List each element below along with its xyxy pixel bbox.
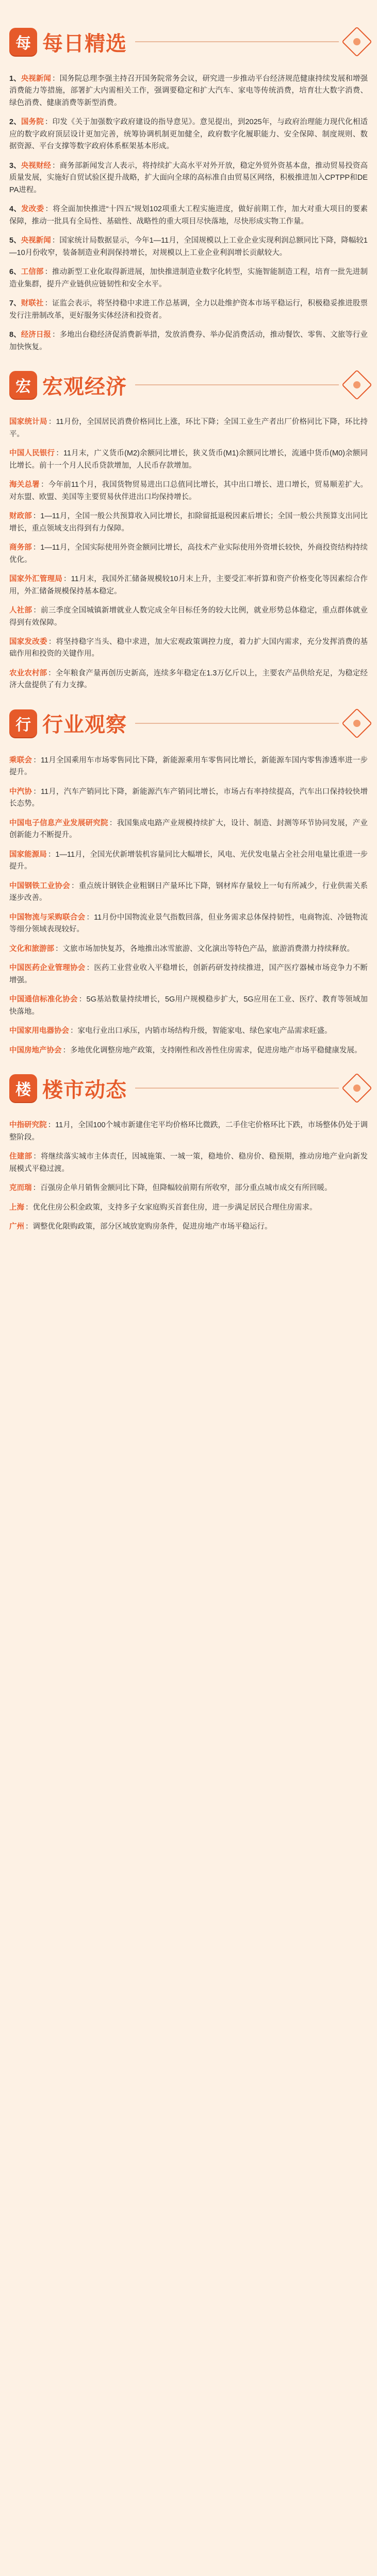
industry-item xyxy=(9,849,368,873)
item-source: 中国物流与采购联合会 xyxy=(9,913,86,922)
industry-item xyxy=(9,1045,368,1057)
divider-line xyxy=(135,723,339,724)
industry-item xyxy=(9,912,368,936)
section-header-macro xyxy=(9,361,368,409)
item-source: 央视新闻 xyxy=(21,75,52,83)
item-text: ：证监会表示，将坚持稳中求进工作总基调，全力以赴维护资本市场平稳运行，积极稳妥推进股票发行注册制改革，更好服务实体经济和投资者。 xyxy=(9,299,368,320)
item-text: ：国家统计局数据显示，今年1—11月，全国规模以上工业企业实现利润总额同比下降，降幅较1—10月份收窄，装备制造业利润保持增长，对规模以上工业企业利润增长贡献较大。 xyxy=(9,236,368,257)
item-source: 发改委 xyxy=(21,205,44,214)
bottom-spacer xyxy=(9,1241,368,1302)
section-title-market: 楼市动态 xyxy=(42,1078,127,1102)
item-source: 人社部 xyxy=(9,606,32,615)
market-item xyxy=(9,1151,368,1175)
item-text: ：多地优化调整房地产政策，支持刚性和改善性住房需求，促进房地产市场平稳健康发展。 xyxy=(62,1046,362,1055)
market-list xyxy=(9,1120,368,1233)
item-text: ：1—11月，全国实际使用外资金额同比增长，高技术产业实际使用外资增长较快，外商投资结构持续优化。 xyxy=(9,544,368,564)
brief-item xyxy=(9,73,368,109)
item-text: ：家电行业出口承压，内销市场结构升级，智能家电、绿色家电产品需求旺盛。 xyxy=(70,1027,332,1036)
item-text: ：5G基站数量持续增长，5G用户规模稳步扩大，5G应用在工业、医疗、教育等领域加快落地。 xyxy=(9,995,368,1016)
item-source: 中国电子信息产业发展研究院 xyxy=(9,819,108,827)
item-source: 国务院 xyxy=(21,118,44,127)
section-header-market xyxy=(9,1064,368,1112)
item-number: 8、 xyxy=(9,331,21,340)
item-source: 经济日报 xyxy=(21,331,52,340)
item-source: 中国房地产协会 xyxy=(9,1046,62,1055)
macro-item xyxy=(9,511,368,535)
item-text: ：11月份中国物流业景气指数回落，但业务需求总体保持韧性，电商物流、冷链物流等细分领域表现较好。 xyxy=(9,913,368,934)
diamond-ornament-icon xyxy=(341,26,372,57)
section-badge-macro: 宏 xyxy=(9,371,37,399)
item-text: ：优化住房公积金政策，支持多子女家庭购买首套住房，进一步满足居民合理住房需求。 xyxy=(25,1203,317,1212)
item-source: 农业农村部 xyxy=(9,669,47,677)
item-source: 国家发改委 xyxy=(9,637,47,646)
industry-item xyxy=(9,994,368,1018)
item-source: 中指研究院 xyxy=(9,1121,47,1130)
item-text: ：印发《关于加强数字政府建设的指导意见》。意见提出，到2025年，与政府治理能力现代化相适应的数字政府顶层设计更加完善，统筹协调机制更加健全，政府数字化履职能力、安全保障、制度规则、数据资源、平台支撑等数字政府体系框架基本形成。 xyxy=(9,118,368,151)
item-source: 海关总署 xyxy=(9,481,40,489)
industry-item xyxy=(9,755,368,779)
item-text: ：重点统计钢铁企业粗钢日产量环比下降，钢材库存量较上一旬有所减少，行业供需关系逐步改善。 xyxy=(9,882,368,903)
item-source: 中国通信标准化协会 xyxy=(9,995,78,1004)
item-number: 5、 xyxy=(9,236,21,245)
section-badge-market: 楼 xyxy=(9,1074,37,1102)
section-badge-industry: 行 xyxy=(9,709,37,737)
section-header-industry xyxy=(9,699,368,748)
item-source: 上海 xyxy=(9,1203,24,1212)
diamond-ornament-icon xyxy=(341,1073,372,1103)
item-source: 中汽协 xyxy=(9,787,32,796)
item-source: 克而瑞 xyxy=(9,1184,32,1193)
industry-item xyxy=(9,880,368,905)
section-title-industry: 行业观察 xyxy=(42,713,127,737)
item-text: ：商务部新闻发言人表示，将持续扩大高水平对外开放，稳定外贸外资基本盘，推动贸易投资高质量发展，实施好自贸试验区提升战略，扩大面向全球的高标准自由贸易区网络，积极推进加入CPTPP和DEPA进程。 xyxy=(9,161,368,194)
brief-item xyxy=(9,298,368,322)
item-source: 广州 xyxy=(9,1223,24,1231)
item-source: 中国钢铁工业协会 xyxy=(9,882,70,890)
item-source: 商务部 xyxy=(9,544,32,552)
item-text: ：文旅市场加快复苏，各地推出冰雪旅游、文化演出等特色产品，旅游消费潜力持续释放。 xyxy=(55,944,354,953)
item-text: ：11月末，我国外汇储备规模较10月末上升，主要受汇率折算和资产价格变化等因素综合作用，外汇储备规模保持基本稳定。 xyxy=(9,575,368,596)
brief-item xyxy=(9,235,368,259)
item-text: ：国务院总理李强主持召开国务院常务会议，研究进一步推动平台经济规范健康持续发展和增强消费能力等措施，部署扩大内需相关工作，强调要稳定和扩大汽车、家电等传统消费，培育壮大数字消费、绿色消费、健康消费等新型消费。 xyxy=(9,75,368,107)
section-title-brief: 每日精选 xyxy=(42,31,127,56)
item-number: 7、 xyxy=(9,299,21,308)
item-number: 3、 xyxy=(9,161,21,170)
brief-list xyxy=(9,73,368,353)
macro-item xyxy=(9,479,368,503)
item-text: ：11月全国乘用车市场零售同比下降，新能源乘用车零售同比增长，新能源车国内零售渗透率进一步提升。 xyxy=(9,756,368,777)
item-text: ：调整优化限购政策，部分区域放宽购房条件，促进房地产市场平稳运行。 xyxy=(25,1223,272,1231)
item-source: 文化和旅游部 xyxy=(9,944,54,953)
market-item xyxy=(9,1221,368,1233)
section-badge-brief: 每 xyxy=(9,28,37,56)
divider-line xyxy=(135,1088,339,1089)
industry-item xyxy=(9,786,368,810)
item-source: 财联社 xyxy=(21,299,44,308)
item-text: ：11月份，全国居民消费价格同比上涨，环比下降；全国工业生产者出厂价格同比下降，环比持平。 xyxy=(9,418,368,438)
item-source: 中国家用电器协会 xyxy=(9,1027,69,1036)
item-text: ：全年粮食产量再创历史新高，连续多年稳定在1.3万亿斤以上，主要农产品供给充足，为稳定经济大盘提供了有力支撑。 xyxy=(9,669,368,690)
macro-item xyxy=(9,573,368,598)
item-text: ：1—11月，全国一般公共预算收入同比增长，扣除留抵退税因素后增长；全国一般公共预算支出同比增长，重点领域支出得到有力保障。 xyxy=(9,512,368,533)
industry-list xyxy=(9,755,368,1057)
item-source: 工信部 xyxy=(21,268,44,277)
item-text: ：我国集成电路产业规模持续扩大，设计、制造、封测等环节协同发展，产业创新能力不断提升。 xyxy=(9,819,368,840)
divider-line xyxy=(135,41,339,42)
item-text: ：11月末，广义货币(M2)余额同比增长，狭义货币(M1)余额同比增长，流通中货币(M0)余额同比增长。前十一个月人民币贷款增加，人民币存款增加。 xyxy=(9,449,368,470)
industry-item xyxy=(9,962,368,987)
item-text: ：将继续落实城市主体责任，因城施策、一城一策，稳地价、稳房价、稳预期，推动房地产业向新发展模式平稳过渡。 xyxy=(9,1153,368,1173)
brief-item xyxy=(9,266,368,291)
macro-item xyxy=(9,542,368,566)
item-number: 6、 xyxy=(9,268,21,277)
brief-item xyxy=(9,160,368,196)
industry-item xyxy=(9,943,368,955)
industry-item xyxy=(9,1025,368,1037)
macro-item xyxy=(9,605,368,629)
item-source: 国家能源局 xyxy=(9,850,47,859)
item-source: 央视财经 xyxy=(21,161,52,170)
diamond-ornament-icon xyxy=(341,370,372,400)
section-title-macro: 宏观经济 xyxy=(42,375,127,399)
item-text: ：医药工业营业收入平稳增长，创新药研发持续推进，国产医疗器械市场竞争力不断增强。 xyxy=(9,964,368,985)
market-item xyxy=(9,1182,368,1194)
market-item xyxy=(9,1202,368,1214)
item-source: 住建部 xyxy=(9,1153,32,1161)
item-source: 中国人民银行 xyxy=(9,449,55,458)
item-source: 乘联会 xyxy=(9,756,32,765)
divider-line xyxy=(135,384,339,385)
item-source: 中国医药企业管理协会 xyxy=(9,964,86,973)
macro-item xyxy=(9,668,368,692)
item-number: 4、 xyxy=(9,205,22,214)
item-source: 国家外汇管理局 xyxy=(9,575,62,584)
macro-list xyxy=(9,416,368,692)
item-text: ：11月，全国100个城市新建住宅平均价格环比微跌，二手住宅价格环比下跌，市场整体仍处于调整阶段。 xyxy=(9,1121,368,1142)
macro-item xyxy=(9,636,368,660)
item-source: 央视新闻 xyxy=(21,236,51,245)
brief-item xyxy=(9,329,368,353)
diamond-ornament-icon xyxy=(341,708,372,738)
item-text: ：11月，汽车产销同比下降，新能源汽车产销同比增长，市场占有率持续提高，汽车出口保持较快增长态势。 xyxy=(9,787,368,808)
brief-item xyxy=(9,116,368,152)
item-text: ：推动新型工业化取得新进展，加快推进制造业数字化转型，实施智能制造工程，培育一批先进制造业集群，提升产业链供应链韧性和安全水平。 xyxy=(9,268,368,289)
item-text: ：将坚持稳字当头、稳中求进，加大宏观政策调控力度，着力扩大国内需求，充分发挥消费的基础作用和投资的关键作用。 xyxy=(9,637,368,658)
item-number: 2、 xyxy=(9,118,21,127)
industry-item xyxy=(9,818,368,842)
item-text: ：1—11月，全国光伏新增装机容量同比大幅增长，风电、光伏发电量占全社会用电量比重进一步提升。 xyxy=(9,850,368,871)
brief-item xyxy=(9,204,368,228)
item-text: ：前三季度全国城镇新增就业人数完成全年目标任务的较大比例，就业形势总体稳定，重点群体就业得到有效保障。 xyxy=(9,606,368,627)
item-source: 国家统计局 xyxy=(9,418,47,427)
item-source: 财政部 xyxy=(9,512,32,521)
market-item xyxy=(9,1120,368,1144)
item-text: ：多地出台稳经济促消费新举措，发放消费券、举办促消费活动，推动餐饮、零售、文旅等行业加快恢复。 xyxy=(9,331,368,351)
item-text: ：今年前11个月，我国货物贸易进出口总值同比增长，其中出口增长、进口增长，贸易顺差扩大。对东盟、欧盟、美国等主要贸易伙伴进出口均保持增长。 xyxy=(9,481,368,501)
section-header-brief xyxy=(9,18,368,66)
item-text: ：将全面加快推进“十四五”规划102项重大工程实施进度，做好前期工作，加大对重大项目的要素保障，推动一批具有全局性、基础性、战略性的重大项目尽快落地，尽快形成实物工作量。 xyxy=(9,205,368,226)
macro-item xyxy=(9,448,368,472)
item-text: ：百强房企单月销售金额同比下降，但降幅较前期有所收窄，部分重点城市成交有所回暖。 xyxy=(32,1184,332,1193)
macro-item xyxy=(9,416,368,440)
item-number: 1、 xyxy=(9,75,21,83)
